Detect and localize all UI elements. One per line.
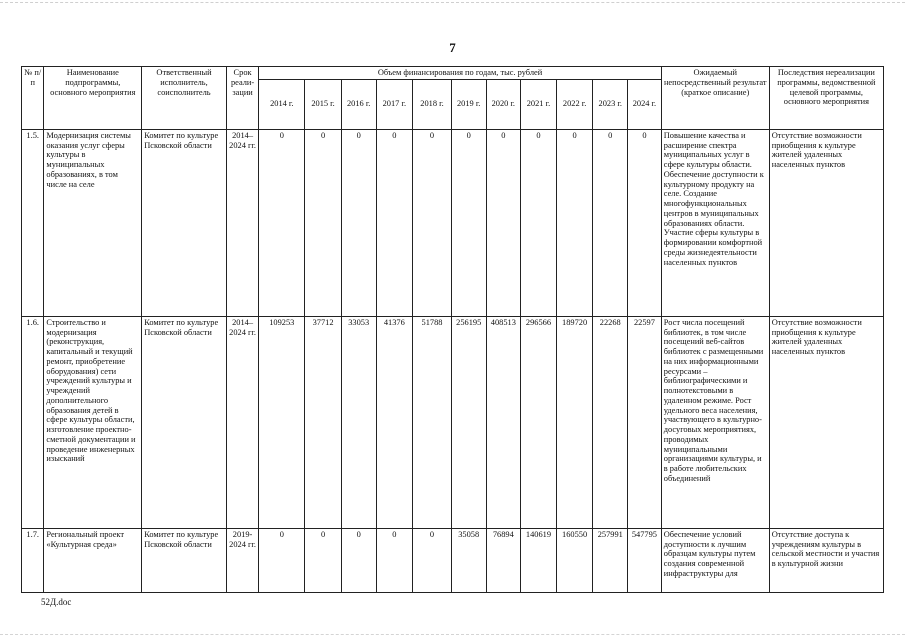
row-name: Строительство и модернизация (реконструкция, капитальный и текущий ремонт, приобретение оборудования) сети учреждений культуры и учреждений дополнительного образования детей в сфере культуры области, изготовление проектно-сметной документации и проведение инженерных изысканий (44, 316, 142, 528)
row-term: 2014– 2024 гг. (226, 316, 259, 528)
row-value: 140619 (521, 528, 557, 592)
row-value: 0 (376, 528, 413, 592)
row-consequences: Отсутствие возможности приобщения к культуре жителей удаленных населенных пунктов (769, 129, 883, 316)
header-year: 2017 г. (376, 79, 413, 129)
row-value: 33053 (341, 316, 376, 528)
row-value: 109253 (259, 316, 305, 528)
header-year: 2018 г. (413, 79, 452, 129)
row-value: 22268 (593, 316, 628, 528)
row-value: 0 (628, 129, 662, 316)
table-row (22, 316, 884, 528)
table-row (22, 129, 884, 316)
row-value: 257991 (593, 528, 628, 592)
row-value: 0 (451, 129, 486, 316)
header-year: 2014 г. (259, 79, 305, 129)
row-value: 160550 (556, 528, 593, 592)
header-term: Срок реали-зации (226, 67, 259, 130)
row-value: 256195 (451, 316, 486, 528)
row-responsible: Комитет по культуре Псковской области (142, 129, 227, 316)
header-responsible: Ответственный исполнитель, соисполнитель (142, 67, 227, 130)
row-value: 0 (341, 528, 376, 592)
row-value: 0 (593, 129, 628, 316)
document-filename: 52Д.doc (41, 597, 72, 607)
row-value: 0 (305, 129, 342, 316)
row-value: 37712 (305, 316, 342, 528)
header-year: 2021 г. (521, 79, 557, 129)
row-num: 1.6. (22, 316, 44, 528)
header-name: Наименование подпрограммы, основного мероприятия (44, 67, 142, 130)
header-year: 2015 г. (305, 79, 342, 129)
row-value: 41376 (376, 316, 413, 528)
header-year: 2016 г. (341, 79, 376, 129)
header-year: 2020 г. (486, 79, 521, 129)
scan-edge-top (0, 2, 905, 3)
header-year: 2023 г. (593, 79, 628, 129)
header-year: 2019 г. (451, 79, 486, 129)
row-term: 2019- 2024 гг. (226, 528, 259, 592)
scan-edge-bottom (0, 634, 905, 635)
row-value: 189720 (556, 316, 593, 528)
row-consequences: Отсутствие возможности приобщения к культуре жителей удаленных населенных пунктов (769, 316, 883, 528)
row-result: Обеспечение условий доступности к лучшим образцам культуры путем создания современной инфраструктуры для (661, 528, 769, 592)
row-result: Рост числа посещений библиотек, в том числе посещений веб-сайтов библиотек с размещенными на них информационными ресурсами – библиографическими и полнотекстовыми в удаленном режиме. Рост удельного веса населения, участвующего в культурно-досуговых мероприятиях, проводимых муниципальными организациями культуры, и в работе любительских объединений (661, 316, 769, 528)
row-value: 0 (259, 528, 305, 592)
row-value: 0 (376, 129, 413, 316)
row-result: Повышение качества и расширение спектра муниципальных услуг в сфере культуры области. Обеспечение доступности к культурному продукту на селе. Создание многофункциональных центров в муниципальных образованиях области. Участие сферы культуры в формировании комфортной среды жизнедеятельности населенных пунктов (661, 129, 769, 316)
header-result: Ожидаемый непосредственный результат (краткое описание) (661, 67, 769, 130)
row-responsible: Комитет по культуре Псковской области (142, 528, 227, 592)
row-term: 2014– 2024 гг. (226, 129, 259, 316)
row-value: 0 (413, 528, 452, 592)
row-value: 0 (305, 528, 342, 592)
row-consequences: Отсутствие доступа к учреждениям культуры в сельской местности и участия в культурной жизни (769, 528, 883, 592)
row-value: 0 (556, 129, 593, 316)
row-value: 76894 (486, 528, 521, 592)
page-number: 7 (449, 40, 456, 55)
header-num: № п/п (22, 67, 44, 130)
row-value: 547795 (628, 528, 662, 592)
row-responsible: Комитет по культуре Псковской области (142, 316, 227, 528)
row-name: Модернизация системы оказания услуг сферы культуры в муниципальных образованиях, в том числе на селе (44, 129, 142, 316)
row-value: 0 (486, 129, 521, 316)
table-row (22, 528, 884, 592)
header-row-top (22, 67, 884, 80)
header-year: 2022 г. (556, 79, 593, 129)
row-value: 408513 (486, 316, 521, 528)
row-value: 35058 (451, 528, 486, 592)
financing-table (21, 66, 884, 593)
header-consequences: Последствия нереализации программы, ведомственной целевой программы, основного мероприятия (769, 67, 883, 130)
row-value: 0 (521, 129, 557, 316)
row-name: Региональный проект «Культурная среда» (44, 528, 142, 592)
header-year: 2024 г. (628, 79, 662, 129)
row-num: 1.7. (22, 528, 44, 592)
row-value: 0 (341, 129, 376, 316)
row-value: 296566 (521, 316, 557, 528)
row-value: 0 (413, 129, 452, 316)
header-funding: Объем финансирования по годам, тыс. рублей (259, 67, 661, 80)
row-value: 51788 (413, 316, 452, 528)
row-value: 0 (259, 129, 305, 316)
row-value: 22597 (628, 316, 662, 528)
row-num: 1.5. (22, 129, 44, 316)
